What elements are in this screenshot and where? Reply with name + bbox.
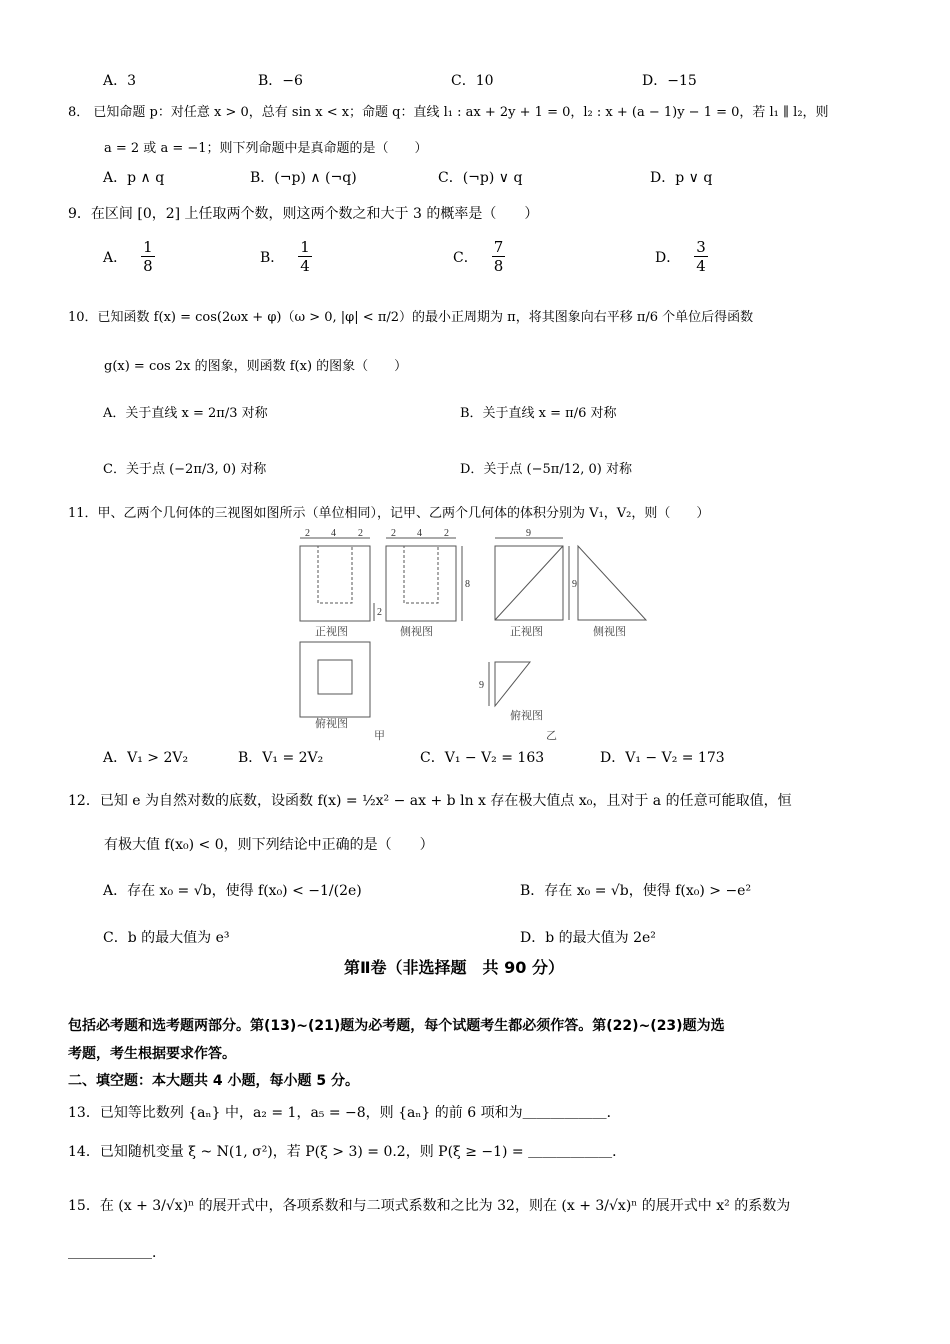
q15-number: 15． [68, 1198, 100, 1214]
jia-dim-8: 2 [377, 607, 382, 618]
q11-number: 11． [68, 506, 98, 521]
jia-front-view [300, 546, 370, 621]
fraction-denominator: 4 [696, 257, 706, 275]
q12-stem-line2: 有极大值 f(x₀) < 0，则下列结论中正确的是（ ） [104, 837, 434, 853]
q8-option-a: A．p ∧ q [103, 170, 165, 186]
q8-option-b: B．(¬p) ∧ (¬q) [250, 170, 357, 186]
part2-intro-line2: 考题，考生根据要求作答。 [68, 1046, 236, 1062]
jia-dim-4: 2 [391, 528, 396, 539]
q11-option-c: C．V₁ − V₂ = 163 [420, 750, 545, 766]
q10-option-b: B．关于直线 x = π/6 对称 [460, 406, 617, 421]
q14-number: 14． [68, 1144, 100, 1160]
yi-dim-3: 9 [479, 680, 484, 691]
q9-option-b [260, 238, 312, 275]
q9-option-b-fraction [298, 238, 312, 275]
q14-stem: 已知随机变量 ξ ~ N(1, σ²)，若 P(ξ > 3) = 0.2，则 P(ξ ≥ −1) = ＿＿＿＿＿＿． [99, 1144, 627, 1160]
q13-number: 13． [68, 1105, 100, 1121]
q8-stem-line2: a = 2 或 a = −1；则下列命题中是真命题的是（ ） [104, 141, 428, 156]
fraction-denominator: 8 [143, 257, 153, 275]
yi-top-view [495, 662, 530, 706]
fraction-numerator: 1 [300, 238, 310, 256]
q7-option-a: A．3 [103, 73, 137, 89]
q10-stem-line2: g(x) = cos 2x 的图象，则函数 f(x) 的图象（ ） [104, 359, 408, 374]
q15-stem-line2: ＿＿＿＿＿＿． [68, 1245, 166, 1261]
q13-line [68, 1102, 621, 1122]
jia-side-label: 侧视图 [400, 625, 433, 638]
q10-option-d: D．关于点 (−5π/12, 0) 对称 [460, 462, 632, 477]
q9-option-c-letter: C． [453, 249, 478, 266]
q10-line1 [68, 306, 753, 325]
fraction-numerator: 7 [493, 238, 504, 256]
q12-line1 [68, 790, 792, 810]
jia-group-label: 甲 [374, 729, 385, 742]
q9-line [68, 203, 538, 223]
q8-option-c: C．(¬p) ∨ q [438, 170, 523, 186]
jia-top-inner [318, 660, 352, 694]
q15-stem-line1: 在 (x + 3/√x)ⁿ 的展开式中，各项系数和与二项式系数和之比为 32，则在 (x + 3/√x)ⁿ 的展开式中 x² 的系数为 [99, 1198, 791, 1214]
q7-option-d: D．−15 [642, 73, 697, 89]
yi-front-label: 正视图 [510, 625, 543, 638]
jia-side-hidden [404, 546, 438, 603]
jia-dim-7: 8 [465, 579, 470, 590]
q12-option-b: B．存在 x₀ = √b，使得 f(x₀) > −e² [520, 883, 752, 899]
q8-option-d: D．p ∨ q [650, 170, 713, 186]
fraction-denominator: 4 [300, 257, 310, 275]
q9-option-d [655, 238, 708, 275]
q8-number: 8． [68, 105, 90, 120]
fraction-denominator: 8 [493, 257, 504, 275]
part2-intro-line1: 包括必考题和选考题两部分。第(13)~(21)题为必考题，每个试题考生都必须作答。第(22)~(23)题为选 [68, 1018, 725, 1034]
q10-number: 10． [68, 310, 98, 325]
q12-option-c: C．b 的最大值为 e³ [103, 930, 230, 946]
jia-dim-1: 2 [305, 528, 310, 539]
q10-stem-line1: 已知函数 f(x) = cos(2ωx + φ)（ω > 0, |φ| < π/2）的最小正周期为 π，将其图象向右平移 π/6 个单位后得函数 [97, 310, 754, 325]
q7-option-c: C．10 [451, 73, 494, 89]
yi-top-label: 俯视图 [510, 709, 543, 722]
q11-option-a: A．V₁ > 2V₂ [103, 750, 189, 766]
q12-stem-line1: 已知 e 为自然对数的底数，设函数 f(x) = ½x² − ax + b ln x 存在极大值点 x₀，且对于 a 的任意可能取值，恒 [99, 793, 792, 809]
q12-option-d: D．b 的最大值为 2e² [520, 930, 656, 946]
jia-front-label: 正视图 [315, 625, 348, 638]
q9-option-b-letter: B． [260, 249, 285, 266]
q15-line1 [68, 1195, 790, 1215]
q9-number: 9． [68, 206, 91, 222]
q9-option-a [103, 238, 155, 275]
jia-top-label: 俯视图 [315, 717, 348, 730]
q9-option-a-fraction [141, 238, 155, 275]
jia-dim-2: 4 [331, 528, 336, 539]
yi-dim-2: 9 [572, 579, 577, 590]
q9-option-a-letter: A． [103, 249, 128, 266]
q9-option-c [453, 238, 505, 275]
q11-option-d: D．V₁ − V₂ = 173 [600, 750, 725, 766]
part2-title: 第Ⅱ卷（非选择题 共 90 分） [344, 958, 564, 977]
q9-option-d-letter: D． [655, 249, 681, 266]
fraction-numerator: 1 [143, 238, 153, 256]
jia-dim-6: 2 [444, 528, 449, 539]
q13-stem: 已知等比数列 {aₙ} 中，a₂ = 1，a₅ = −8，则 {aₙ} 的前 6 项和为＿＿＿＿＿＿． [99, 1105, 621, 1121]
jia-top-view [300, 642, 370, 717]
q10-option-c: C．关于点 (−2π/3, 0) 对称 [103, 462, 267, 477]
fraction-numerator: 3 [696, 238, 706, 256]
q8-stem-line1-text: 已知命题 p：对任意 x > 0，总有 sin x < x；命题 q：直线 l₁ : ax + 2y + 1 = 0，l₂ : x + (a − 1)y − 1 = 0，若 l₁ ∥ l₂，则 [93, 105, 829, 120]
q11-option-b: B．V₁ = 2V₂ [238, 750, 324, 766]
q11-line [68, 502, 709, 521]
q11-stem: 甲、乙两个几何体的三视图如图所示（单位相同），记甲、乙两个几何体的体积分别为 V₁，V₂，则（ ） [97, 506, 710, 521]
jia-side-view [386, 546, 456, 621]
jia-dim-5: 4 [417, 528, 422, 539]
yi-dim-1: 9 [526, 528, 531, 539]
yi-side-view [578, 546, 646, 620]
q12-option-a: A．存在 x₀ = √b，使得 f(x₀) < −1/(2e) [103, 883, 362, 899]
section-heading: 二、填空题：本大题共 4 小题，每小题 5 分。 [68, 1073, 359, 1089]
jia-dim-3: 2 [358, 528, 363, 539]
q9-option-d-fraction [694, 238, 708, 275]
yi-side-label: 侧视图 [593, 625, 626, 638]
q12-number: 12． [68, 793, 100, 809]
jia-front-hidden [318, 546, 352, 603]
q10-option-a: A．关于直线 x = 2π/3 对称 [103, 406, 268, 421]
q7-option-b: B．−6 [258, 73, 303, 89]
q8-line1 [68, 101, 829, 120]
q14-line [68, 1141, 626, 1161]
yi-group-label: 乙 [546, 729, 557, 742]
q9-option-c-fraction [492, 238, 506, 275]
q9-stem: 在区间 [0，2] 上任取两个数，则这两个数之和大于 3 的概率是（ ） [90, 206, 539, 222]
